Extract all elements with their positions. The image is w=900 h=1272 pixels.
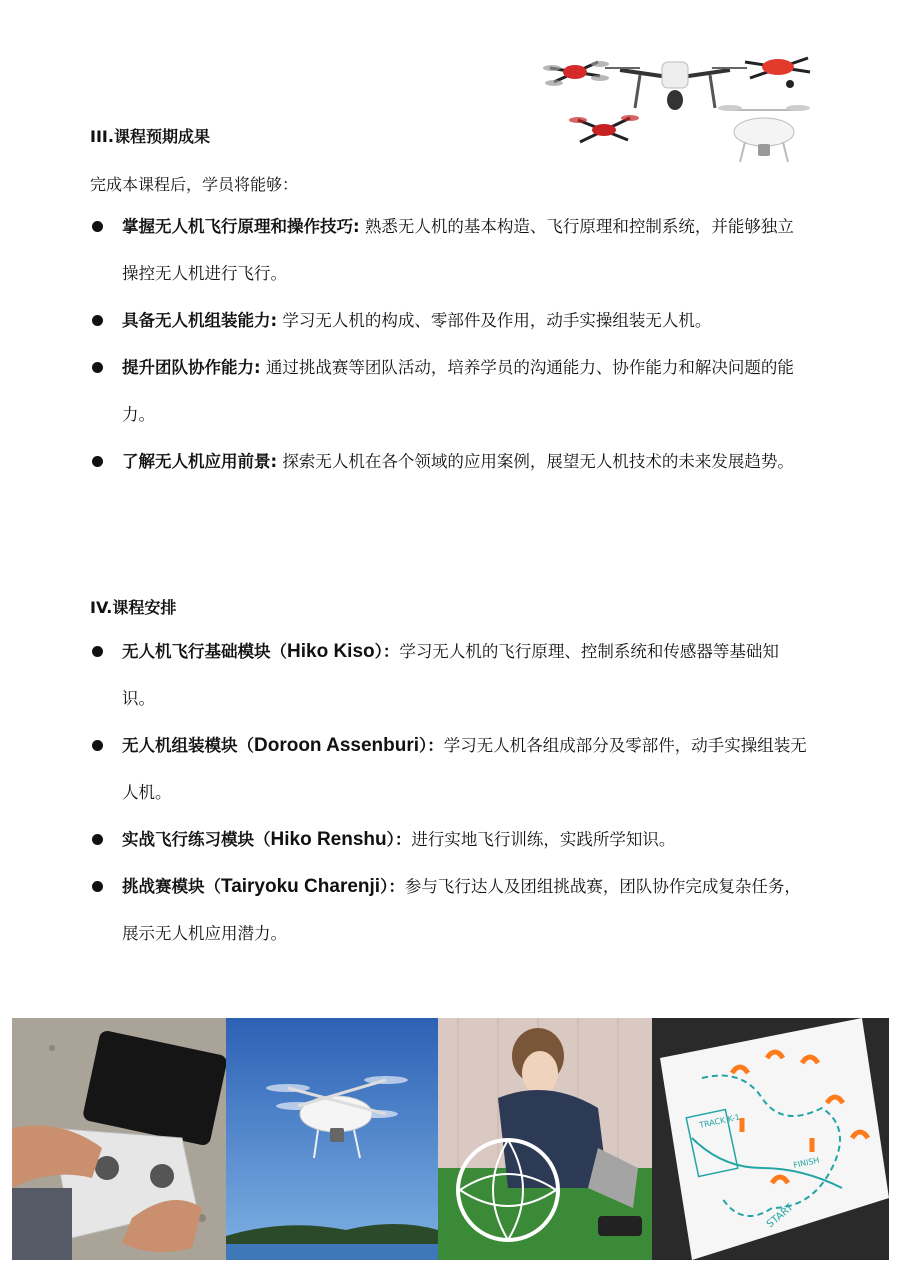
bullet-icon: [92, 456, 103, 467]
bullet-icon: [92, 834, 103, 845]
list-item: [90, 628, 810, 722]
module-name: 无人机飞行基础模块（: [122, 642, 287, 661]
item-text: 熟悉无人机的基本构造、飞行原理和控制系统，并能够独立操控无人机进行飞行。: [122, 217, 794, 283]
module-text: 进行实地飞行训练，实践所学知识。: [411, 830, 676, 849]
bullet-icon: [92, 315, 103, 326]
list-item: [90, 344, 810, 438]
bullet-icon: [92, 740, 103, 751]
module-name: 无人机组装模块（: [122, 736, 254, 755]
module-romaji: Tairyoku Charenji: [221, 876, 381, 897]
module-name-end: ）：: [374, 642, 400, 661]
list-item: [90, 203, 810, 297]
list-item: [90, 722, 810, 816]
list-item: [90, 438, 810, 485]
module-romaji: Doroon Assenburi: [254, 735, 420, 756]
module-text: 学习无人机各组成部分及零部件，动手实操组装无人机。: [122, 736, 807, 802]
item-text: 探索无人机在各个领域的应用案例，展望无人机技术的未来发展趋势。: [277, 452, 794, 471]
bullet-icon: [92, 221, 103, 232]
module-text: 参与飞行达人及团组挑战赛，团队协作完成复杂任务，展示无人机应用潜力。: [122, 877, 801, 943]
photo-caged-drone: [438, 1018, 652, 1260]
bullet-icon: [92, 646, 103, 657]
photo-remote-controller: [12, 1018, 226, 1260]
module-name-end: ）：: [419, 736, 444, 755]
schedule-list: [90, 628, 810, 957]
whiteboard-label: TRACK K-1: [698, 1112, 741, 1130]
whiteboard-label: FINISH: [792, 1155, 821, 1170]
bullet-icon: [92, 881, 103, 892]
module-romaji: Hiko Renshu: [270, 829, 387, 850]
list-item: [90, 297, 810, 344]
photo-whiteboard-track: [652, 1018, 889, 1260]
module-name: 实战飞行练习模块（: [122, 830, 271, 849]
item-heading: 具备无人机组装能力:: [122, 311, 278, 330]
module-text: 学习无人机的飞行原理、控制系统和传感器等基础知识。: [122, 642, 779, 708]
whiteboard-label: START: [764, 1202, 796, 1231]
item-heading: 了解无人机应用前景:: [122, 452, 278, 471]
item-text: 学习无人机的构成、零部件及作用，动手实操组装无人机。: [277, 311, 712, 330]
item-heading: 掌握无人机飞行原理和操作技巧:: [122, 217, 360, 236]
outcomes-list: [90, 203, 810, 485]
item-heading: 提升团队协作能力:: [122, 358, 261, 377]
photo-flying-drone: [226, 1018, 438, 1260]
section-4-title: IV.课程安排: [90, 598, 177, 617]
bullet-icon: [92, 362, 103, 373]
list-item: [90, 863, 810, 957]
list-item: [90, 816, 810, 863]
module-name-end: ）：: [380, 877, 405, 896]
section-3-title: III.课程预期成果: [90, 127, 210, 146]
item-text: 通过挑战赛等团队活动，培养学员的沟通能力、协作能力和解决问题的能力。: [122, 358, 794, 424]
module-name: 挑战赛模块（: [122, 877, 221, 896]
section-3-intro: 完成本课程后，学员将能够：: [90, 175, 299, 194]
module-romaji: Hiko Kiso: [287, 641, 375, 662]
drones-illustration: [540, 40, 830, 170]
module-name-end: ）：: [386, 830, 412, 849]
